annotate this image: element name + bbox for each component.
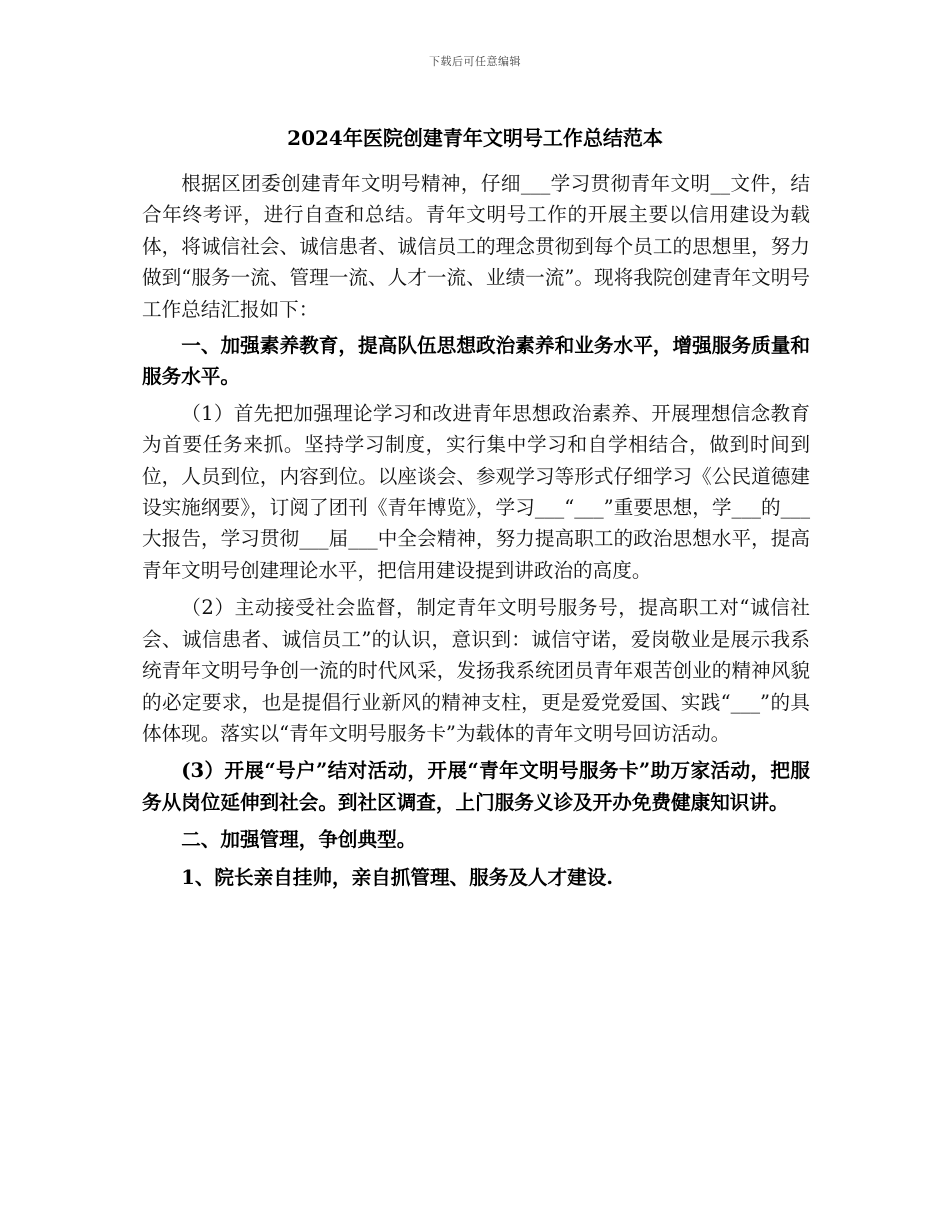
paragraph-item-2: （2）主动接受社会监督，制定青年文明号服务号，提高职工对“诚信社会、诚信患者、诚信员工”的认识，意识到：诚信守诺，爱岗敬业是展示我系统青年文明号争创一流的时代风采，发扬我系统团员青年艰苦创业的精神风貌的必定要求，也是提倡行业新风的精神支柱，更是爱党爱国、实践“___”的具体体现。落实以“青年文明号服务卡”为载体的青年文明号回访活动。 (142, 596, 810, 745)
intro-paragraph: 根据区团委创建青年文明号精神，仔细___学习贯彻青年文明__文件，结合年终考评，进行自查和总结。青年文明号工作的开展主要以信用建设为载体，将诚信社会、诚信患者、诚信员工的理念贯彻到每个员工的思想里，努力做到“服务一流、管理一流、人才一流、业绩一流”。现将我院创建青年文明号工作总结汇报如下： (142, 172, 810, 321)
paragraph-item-3: (3）开展“号户”结对活动，开展“青年文明号服务卡”助万家活动，把服务从岗位延伸到社会。到社区调查，上门服务义诊及开办免费健康知识讲。 (142, 759, 810, 814)
section-heading-1: 一、加强素养教育，提高队伍思想政治素养和业务水平，增强服务质量和服务水平。 (142, 334, 810, 389)
subsection-heading-1: 1、院长亲自挂帅，亲自抓管理、服务及人才建设. (181, 865, 614, 889)
page-header: 下载后可任意编辑 (429, 55, 521, 68)
paragraph-item-1: （1）首先把加强理论学习和改进青年思想政治素养、开展理想信念教育为首要任务来抓。坚持学习制度，实行集中学习和自学相结合，做到时间到位，人员到位，内容到位。以座谈会、参观学习等形式仔细学习《公民道德建设实施纲要》，订阅了团刊《青年博览》，学习___“___”重要思想，学___的___大报告，学习贯彻___届___中全会精神，努力提高职工的政治思想水平，提高青年文明号创建理论水平，把信用建设提到讲政治的高度。 (142, 401, 810, 582)
section-heading-2: 二、加强管理，争创典型。 (181, 828, 417, 852)
document-title: 2024年医院创建青年文明号工作总结范本 (287, 126, 663, 150)
document-body (142, 168, 810, 895)
